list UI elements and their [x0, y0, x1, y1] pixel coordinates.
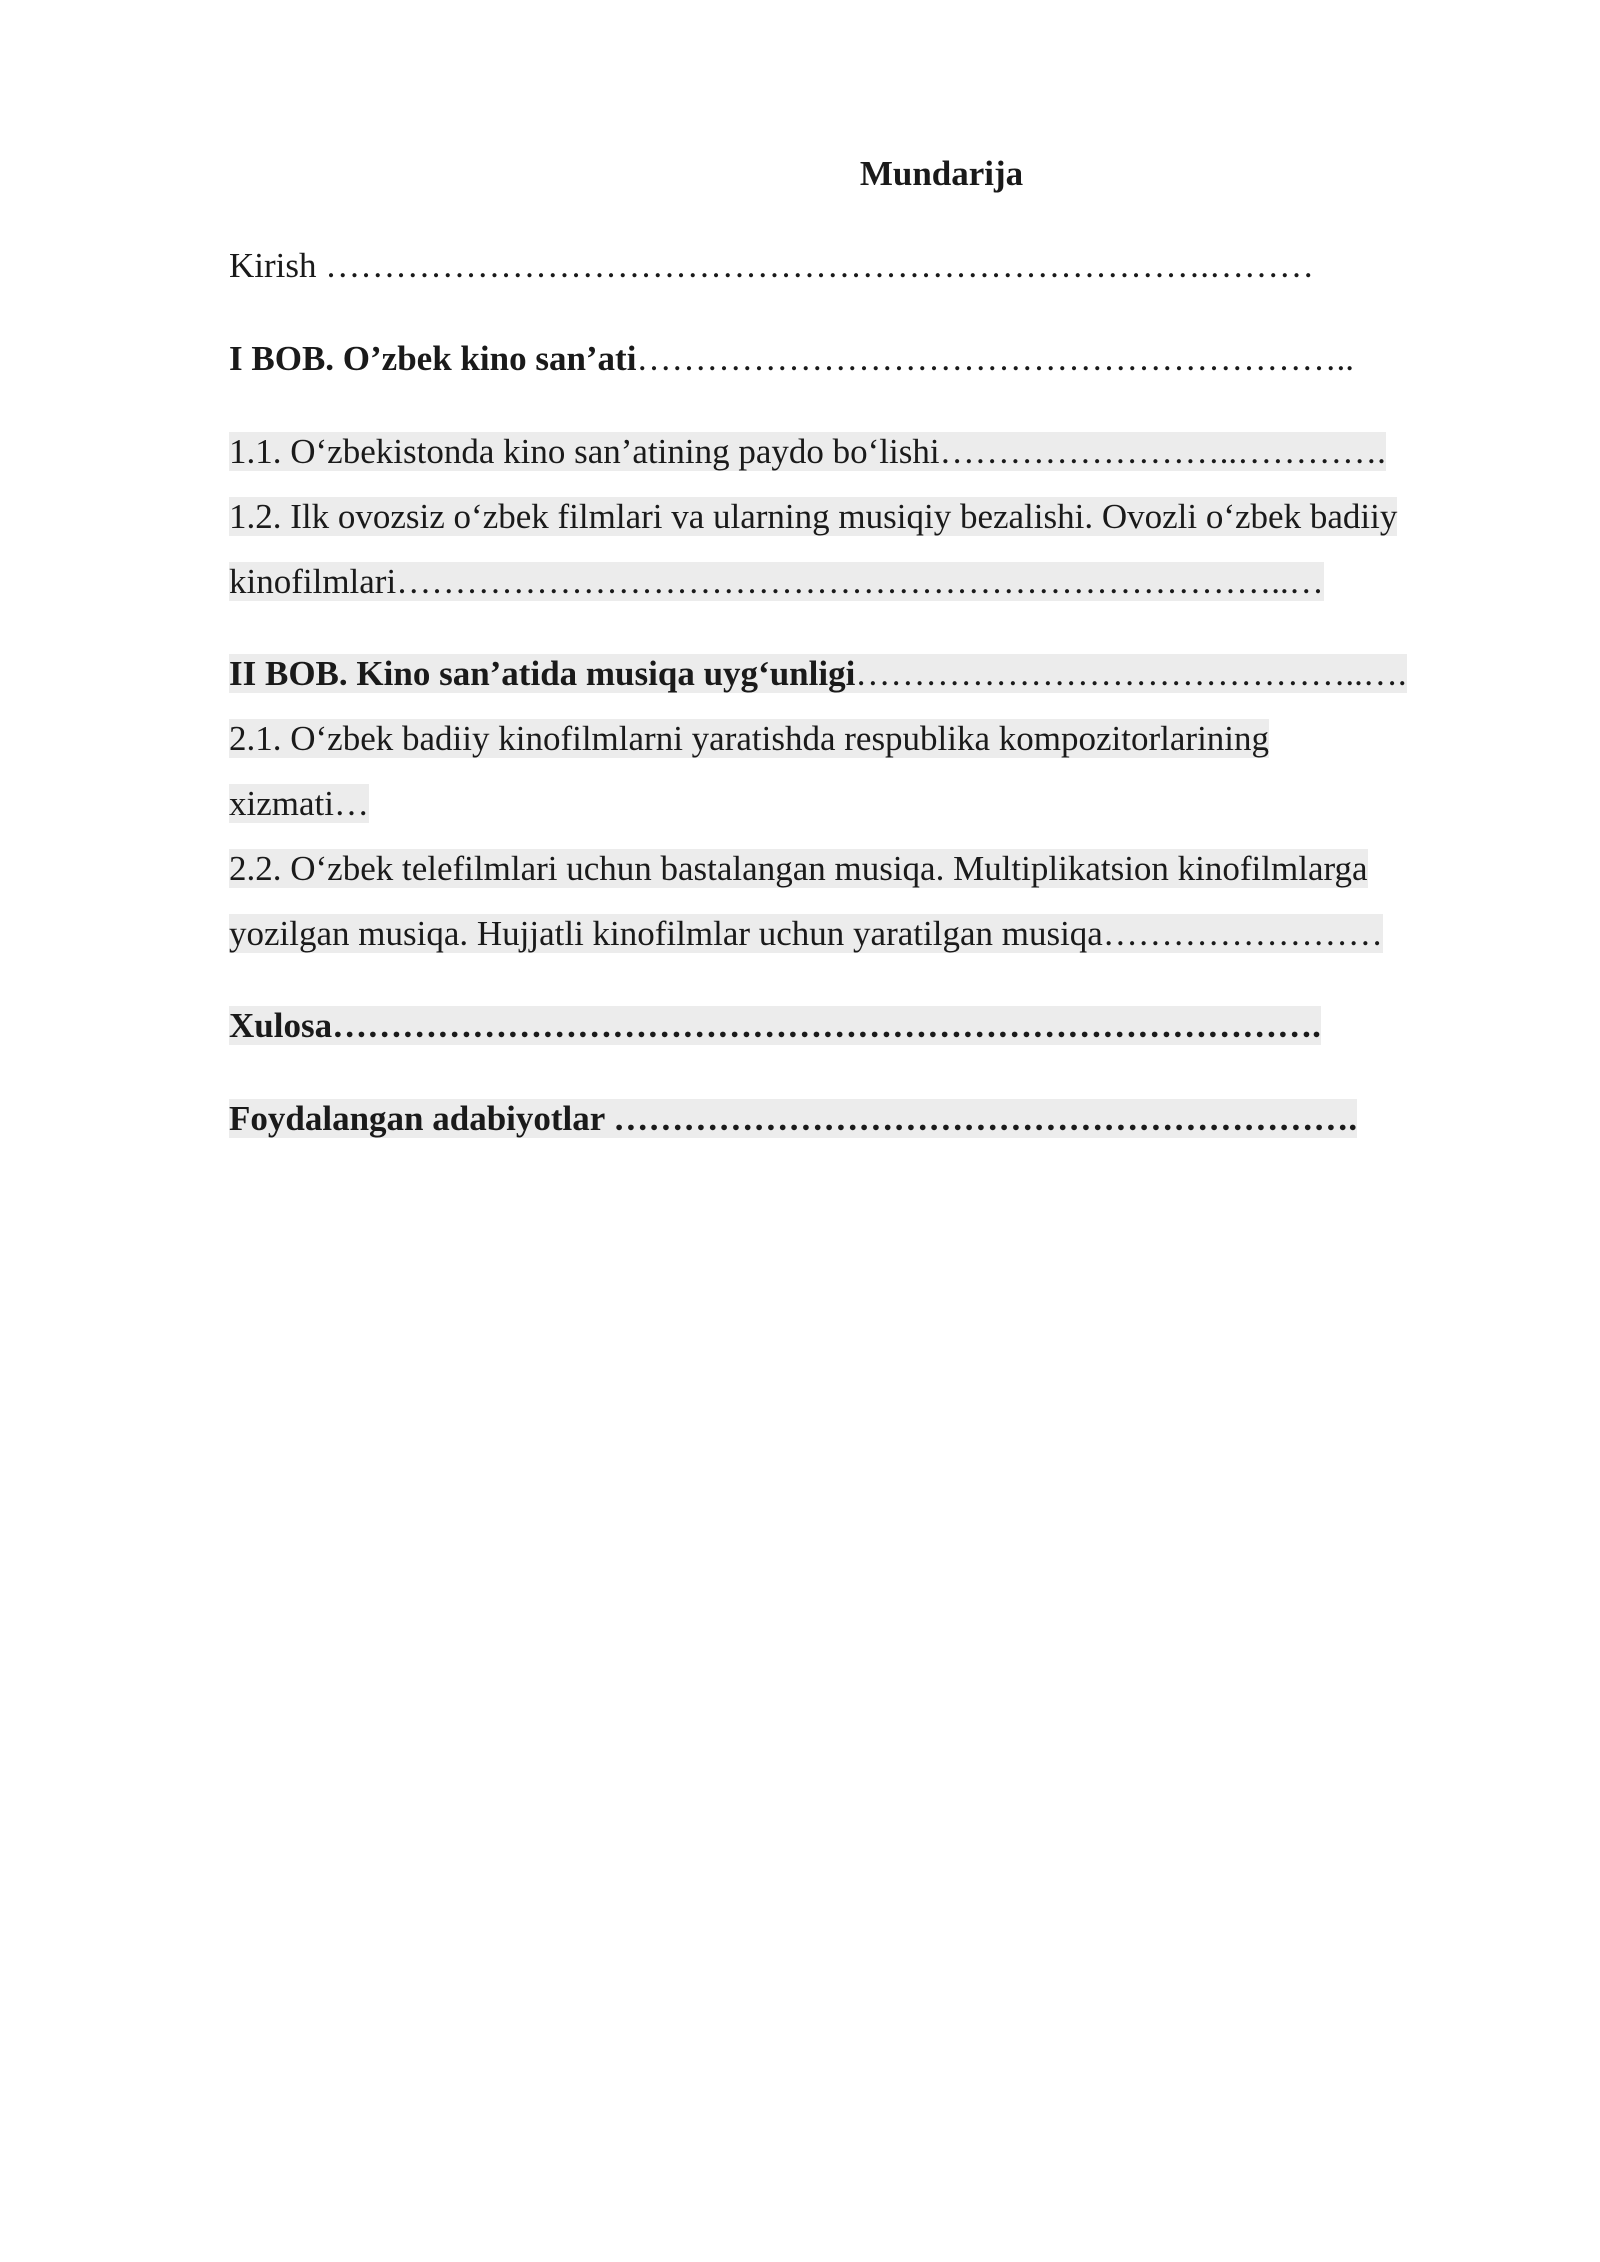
toc-entry-1-2-text-line2: kinofilmlari…………………………………………………………………..…: [229, 562, 1324, 601]
toc-entry-kirish-text: Kirish ………………………………………………………………….………: [229, 246, 1314, 285]
toc-entry-2-1-text-line1: 2.1. O‘zbek badiiy kinofilmlarni yaratishda respublika kompozitorlarining: [229, 719, 1270, 758]
toc-entry-bob2: [229, 652, 1407, 695]
toc-entry-bob2-leader: ……………………………………..….: [855, 654, 1407, 693]
toc-entry-2-2-line2: [229, 912, 1383, 955]
toc-entry-2-2-text-line1: 2.2. O‘zbek telefilmlari uchun bastalangan musiqa. Multiplikatsion kinofilmlarga: [229, 849, 1368, 888]
toc-entry-2-1-line1: [229, 717, 1269, 760]
toc-entry-2-2-text-line2: yozilgan musiqa. Hujjatli kinofilmlar uchun yaratilgan musiqa……………………: [229, 914, 1383, 953]
toc-entry-1-1-text: 1.1. O‘zbekistonda kino san’atining paydo bo‘lishi……………………..………….: [229, 432, 1386, 471]
page-title: Mundarija: [859, 154, 1024, 193]
toc-entry-bob1-leader: ……………………………………………………..: [636, 339, 1354, 378]
toc-entry-bob2-title: II BOB. Kino san’atida musiqa uyg‘unligi: [229, 654, 856, 693]
toc-entry-adabiyotlar: [229, 1097, 1357, 1140]
toc-entry-1-1: [229, 430, 1386, 473]
toc-entry-adabiyotlar-text: Foydalangan adabiyotlar ……………………………………………………….: [229, 1099, 1358, 1138]
toc-entry-1-2-line1: [229, 495, 1397, 538]
toc-entry-xulosa-text: Xulosa………………………………………………………………………….: [229, 1006, 1321, 1045]
toc-entry-2-1-line2: [229, 782, 369, 825]
toc-entry-1-2-text-line1: 1.2. Ilk ovozsiz o‘zbek filmlari va ularning musiqiy bezalishi. Ovozli o‘zbek badiiy: [229, 497, 1398, 536]
toc-entry-1-2-line2: [229, 560, 1324, 603]
toc-entry-kirish: [229, 244, 1314, 287]
toc-entry-2-1-text-line2: xizmati…: [229, 784, 369, 823]
toc-entry-xulosa: [229, 1004, 1321, 1047]
toc-entry-bob1: [229, 337, 1354, 380]
toc-entry-2-2-line1: [229, 847, 1368, 890]
toc-entry-bob1-title: I BOB. O’zbek kino san’ati: [229, 339, 637, 378]
